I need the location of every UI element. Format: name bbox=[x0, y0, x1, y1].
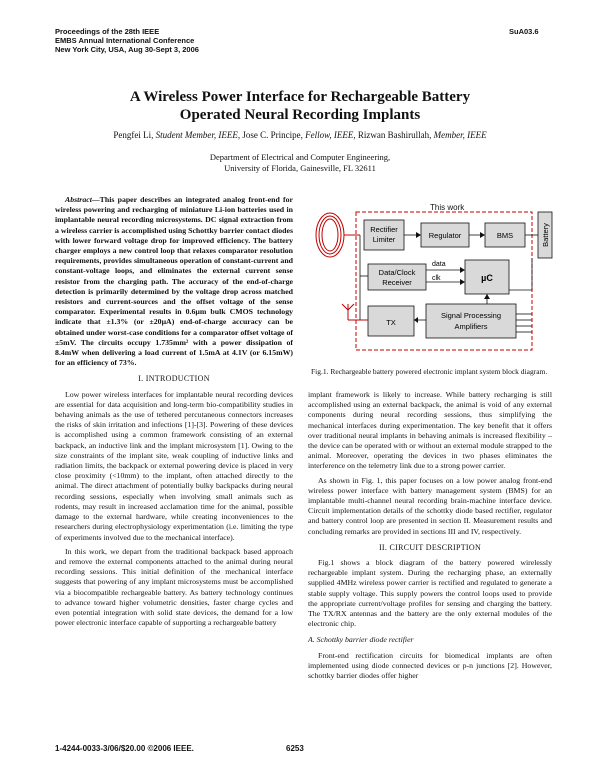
affiliation-line-2: University of Florida, Gainesville, FL 32611 bbox=[224, 163, 376, 173]
right-paragraph: implant framework is likely to increase. While battery recharging is still accomplished using an external backpack, the animal is void of any external components during neural recording sessions, thus simplifying the mechanical interfaces during experimentation. The key benefit that it offers over traditional neural implants in behaving animals is increased flexibility – the device can be operated with or without an external module strapped to the animal. Moreover, operating the devices in two phases eliminates the interference on the telemetry link due to a strong power carrier. bbox=[308, 390, 552, 471]
subsection-paragraph: Front-end rectification circuits for biomedical implants are often implemented using diode connected devices or p-n junctions [2]. However, schottky barrier diodes offer higher bbox=[308, 650, 552, 681]
coil-antenna-icon bbox=[316, 213, 344, 257]
title-line-1: A Wireless Power Interface for Rechargeable Battery bbox=[129, 89, 471, 105]
header-line-2: EMBS Annual International Conference bbox=[55, 36, 195, 45]
abstract-text: Abstract—This paper describes an integrated analog front-end for wireless powering and recharging of miniature Li-ion batteries used in implantable neural recording microsystems. DC signal extraction from a wireless carrier is accomplished using Schottky barrier contact diodes with lower forward voltage drop for improved efficiency. The battery charger employs a new control loop that relaxes comparator resolution requirements, provides simultaneous operation of constant-current and constant-voltage loops, and eliminates the external current sense resistor from the charging path. The accuracy of the end-of-charge detection is primarily determined by the voltage drop across matched resistors and current-sources and the offset voltage of the sense comparator. Experimental results in 0.6µm bulk CMOS technology indicate that ±1.3% (or ±20µA) end-of-charge accuracy can be obtained under worst-case conditions for a comparator offset voltage of ±5mV. The circuits occupy 1.735mm² with a power dissipation of 8.4mW when delivering a load current of 1.5mA at 4.1V (or 6.15mW) for an efficiency of 73%. bbox=[55, 195, 294, 368]
subsection-heading: A. Schottky barrier diode rectifier bbox=[308, 635, 414, 645]
receiver-label: Receiver bbox=[382, 278, 412, 287]
paper-title bbox=[0, 88, 600, 124]
rectifier-label: Rectifier bbox=[370, 225, 398, 234]
bms-label: BMS bbox=[496, 231, 514, 240]
signal-processing-block bbox=[426, 304, 516, 338]
right-column bbox=[308, 390, 552, 685]
author-list bbox=[0, 130, 600, 140]
header-line-3: New York City, USA, Aug 30-Sept 3, 2006 bbox=[55, 45, 199, 54]
microcontroller-label: µC bbox=[481, 273, 493, 283]
conference-header bbox=[55, 27, 199, 54]
intro-heading: I. INTRODUCTION bbox=[138, 374, 210, 384]
signal-processing-label: Signal Processing bbox=[440, 311, 502, 320]
author-role: Student Member, IEEE, bbox=[153, 130, 241, 140]
author-name: Jose C. Principe, bbox=[240, 130, 303, 140]
author-role: Fellow, IEEE, bbox=[302, 130, 356, 140]
header-line-1: Proceedings of the 28th IEEE bbox=[55, 27, 160, 36]
electrode-input-icon bbox=[516, 314, 532, 332]
clk-signal-label: clk bbox=[432, 275, 441, 282]
tx-label: TX bbox=[386, 318, 396, 327]
paper-id: SuA03.6 bbox=[509, 27, 539, 36]
block-diagram-figure bbox=[308, 198, 558, 360]
regulator-label: Regulator bbox=[428, 231, 462, 240]
circuit-heading: II. CIRCUIT DESCRIPTION bbox=[378, 542, 482, 552]
left-column bbox=[55, 195, 293, 632]
tx-antenna-icon bbox=[342, 304, 354, 320]
page-number: 6253 bbox=[286, 744, 304, 753]
intro-paragraph: Low power wireless interfaces for implantable neural recording devices are essential for data acquisition and long-term bio-compatibility studies in behaving animals as the use of tethered percutaneous connectors increases the risks of skin irritation and infections [1]-[3]. Powering of these devices is accomplished using a common framework consisting of an external backpack, an inductive link and the implant microsystem [1]. Owing to the size constraints of the implant site, weak coupling of inductive links and radiation limits, the backpack or external powering device is placed in very close proximity (<10mm) to the implant, often attached directly to the animal. The direct attachment of potentially bulky backpacks during neural recording sessions, especially when involving small animals such as rodents, may result in increased acclamation time for the animal, possible damage to the external hardware, while creating inconveniences to the researchers during electrophysiology experimentation (i.e. limiting the type of experiments involved due to the mechanical interface). bbox=[55, 389, 293, 542]
limiter-label: Limiter bbox=[372, 235, 396, 244]
this-work-label: This work bbox=[430, 203, 465, 212]
right-paragraph: As shown in Fig. 1, this paper focuses on a low power analog front-end wireless power interface with battery management system (BMS) for an implantable multi-channel neural recording brain-machine interface device. Circuit implementation details of the schottky diode based rectifier, regulator and battery control loop are presented in section II. Measurement results and concluding remarks are provided in sections III and IV, respectively. bbox=[308, 475, 552, 536]
data-signal-label: data bbox=[432, 261, 446, 268]
author-name: Pengfei Li, bbox=[113, 130, 154, 140]
circuit-paragraph: Fig.1 shows a block diagram of the battery powered wirelessly rechargeable implant system. During the recharging phase, an externally supplied 4MHz wireless power carrier is rectified and regulated to generate a stable supply voltage. This supply powers the control loops used to provide the appropriate current/voltage profiles for sensing and charging the battery. The TX/RX antennas and the battery are the only external modules of the electronic chip. bbox=[308, 558, 552, 629]
copyright-footer: 1-4244-0033-3/06/$20.00 ©2006 IEEE. bbox=[55, 744, 194, 753]
affiliation bbox=[0, 152, 600, 174]
abstract bbox=[55, 195, 293, 368]
intro-paragraph: In this work, we depart from the traditional backpack based approach and remove the external components attached to the animal during neural recording sessions. This initial definition of the mechanical interface suggests that powering of any implant microsystems must be accomplished via a biocompatible rechargeable battery. As battery technology continues to advance toward higher volumetric densities, faster charge cycles and even potential integration with solid state devices, the demand for a low power electronic interface capable of supporting a rechargeable battery bbox=[55, 546, 293, 628]
title-line-2: Operated Neural Recording Implants bbox=[179, 107, 421, 123]
author-role: Member, IEEE bbox=[431, 130, 487, 140]
figure-caption: Fig.1. Rechargeable battery powered electronic implant system block diagram. bbox=[311, 367, 548, 376]
author-name: Rizwan Bashirullah, bbox=[355, 130, 432, 140]
affiliation-line-1: Department of Electrical and Computer Engineering, bbox=[209, 152, 391, 162]
amplifiers-label: Amplifiers bbox=[454, 322, 488, 331]
abstract-label: Abstract bbox=[65, 195, 92, 204]
data-clock-label: Data/Clock bbox=[378, 268, 416, 277]
battery-label: Battery bbox=[541, 223, 550, 247]
